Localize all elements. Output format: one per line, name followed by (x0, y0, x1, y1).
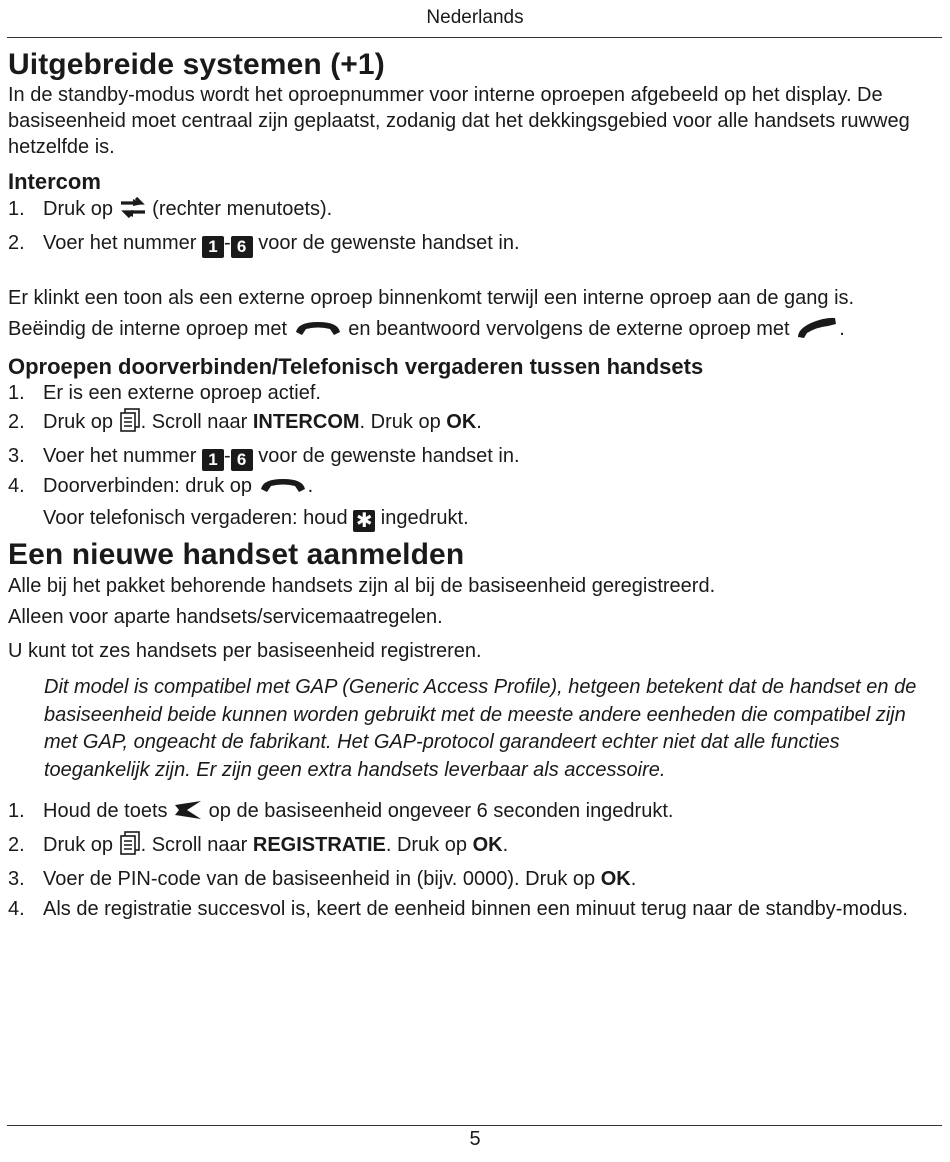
transfer-step-4: 4. Doorverbinden: druk op . Voor telefonisch vergaderen: houd ✱ ingedrukt. (8, 471, 940, 532)
menu-icon (119, 408, 141, 441)
transfer-steps (8, 380, 940, 532)
hang-up-icon (258, 475, 308, 505)
page-number: 5 (469, 1128, 481, 1150)
star-key-icon: ✱ (353, 510, 375, 532)
transfer-step-3: 3. Voer het nummer 1 - 6 voor de gewenste handset in. (8, 445, 520, 469)
intercom-steps (8, 195, 940, 259)
header-language: Nederlands (426, 7, 524, 28)
key-6-icon: 6 (231, 449, 253, 471)
key-1-icon: 1 (202, 236, 224, 258)
register-step-2: 2. Druk op . Scroll naar REGISTRATIE. Druk op OK. (8, 830, 940, 864)
header-rule (7, 37, 942, 38)
key-1-icon: 1 (202, 449, 224, 471)
intercom-step-1: 1. Druk op (rechter menutoets). (8, 195, 940, 227)
intercom-step-2: 2. Voer het nummer 1 - 6 voor de gewenste handset in. (8, 232, 520, 256)
gap-compatibility-note: Dit model is compatibel met GAP (Generic Access Profile), hetgeen betekent dat de handset en de basiseenheid beide kunnen worden gebruikt met de meeste andere eenheden die compatibel zijn met GAP, ongeacht de fabrikant. Het GAP-protocol garandeert echter niet dat alle functies toegankelijk zijn. Er zijn geen extra handsets leverbaar als accessoire. (44, 676, 917, 781)
register-paragraph-1: Alle bij het pakket behorende handsets zijn al bij de basiseenheid geregistreerd. (8, 575, 716, 597)
transfer-heading: Oproepen doorverbinden/Telefonisch vergaderen tussen handsets (8, 354, 704, 379)
hang-up-icon (293, 317, 343, 349)
register-steps (8, 796, 940, 923)
intercom-heading: Intercom (8, 169, 101, 194)
transfer-arrows-icon (119, 197, 147, 227)
register-paragraph-2: Alleen voor aparte handsets/servicemaatregelen. (8, 606, 443, 628)
transfer-step-4-conference: Voor telefonisch vergaderen: houd ✱ ingedrukt. (43, 507, 469, 532)
transfer-step-2: 2. Druk op . Scroll naar INTERCOM. Druk op OK. (8, 407, 940, 441)
section-title-extended-systems: Uitgebreide systemen (+1) (8, 48, 385, 81)
extended-systems-paragraph: In de standby-modus wordt het oproepnummer voor interne oproepen afgebeeld op het display. De basiseenheid moet centraal zijn geplaatst, zodanig dat het dekkingsgebied voor alle handsets ruwweg hetzelfde is. (8, 84, 910, 158)
transfer-step-1: 1. Er is een externe oproep actief. (8, 382, 321, 404)
intercom-note-1: Er klinkt een toon als een externe oproep binnenkomt terwijl een interne oproep aan de gang is. (8, 287, 855, 309)
page-key-icon (173, 799, 203, 830)
answer-call-icon (795, 315, 839, 349)
register-paragraph-3: U kunt tot zes handsets per basiseenheid registreren. (8, 640, 482, 662)
register-step-3: 3. Voer de PIN-code van de basiseenheid in (bijv. 0000). Druk op OK. (8, 868, 637, 890)
page-content (8, 48, 940, 923)
register-step-1: 1. Houd de toets op de basiseenheid ongeveer 6 seconden ingedrukt. (8, 796, 940, 830)
menu-icon (119, 831, 141, 864)
register-step-4: 4. Als de registratie succesvol is, keert de eenheid binnen een minuut terug naar de standby-modus. (8, 898, 908, 920)
footer-rule (7, 1125, 942, 1126)
intercom-note-2: Beëindig de interne oproep met en beantwoord vervolgens de externe oproep met . (8, 313, 940, 349)
key-6-icon: 6 (231, 236, 253, 258)
section-title-register-handset: Een nieuwe handset aanmelden (8, 538, 465, 571)
